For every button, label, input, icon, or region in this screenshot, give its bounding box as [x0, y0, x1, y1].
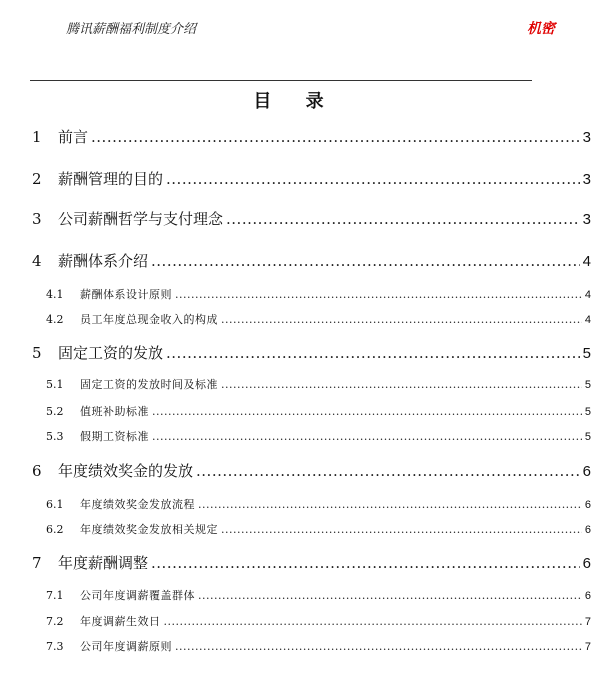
toc-entry-number: 7.1	[46, 589, 64, 602]
toc-entry-page-number: 6	[584, 524, 591, 536]
toc-entry-page-number: 5	[584, 431, 591, 443]
toc-entry-page-number: 6	[584, 590, 591, 602]
toc-entry[interactable]	[0, 250, 591, 271]
toc-leader-dots	[166, 344, 580, 362]
toc-entry-page-number: 6	[582, 463, 591, 480]
toc-entry[interactable]	[0, 638, 591, 654]
toc-leader-dots	[166, 170, 580, 188]
toc-leader-dots	[151, 252, 580, 270]
toc-entry-page-number: 4	[584, 289, 591, 301]
toc-entry-number: 5.1	[46, 378, 64, 391]
toc-entry-label: 年度绩效奖金的发放	[58, 462, 194, 480]
toc-entry-number: 4.2	[46, 313, 64, 326]
toc-entry-page-number: 3	[582, 211, 591, 228]
toc-entry-label: 前言	[58, 128, 89, 146]
toc-leader-dots	[175, 640, 582, 653]
toc-entry-label: 假期工资标准	[80, 430, 149, 443]
toc-leader-dots	[152, 430, 582, 443]
toc-entry-page-number: 3	[582, 171, 591, 188]
toc-entry-number: 4.1	[46, 288, 64, 301]
confidential-mark: 机密	[527, 21, 555, 37]
toc-entry-number: 7.2	[46, 615, 64, 628]
toc-entry-number: 3	[32, 210, 42, 228]
toc-entry-label: 公司薪酬哲学与支付理念	[58, 210, 224, 228]
toc-entry-page-number: 5	[584, 406, 591, 418]
toc-entry-number: 5	[32, 344, 42, 362]
toc-entry-page-number: 6	[584, 499, 591, 511]
toc-leader-dots	[91, 128, 580, 146]
toc-entry[interactable]	[0, 286, 591, 302]
toc-entry[interactable]	[0, 552, 591, 573]
toc-entry-label: 年度调薪生效日	[80, 615, 161, 628]
toc-entry[interactable]	[0, 496, 591, 512]
toc-entry-label: 固定工资的发放时间及标准	[80, 378, 218, 391]
toc-leader-dots	[221, 313, 582, 326]
toc-leader-dots	[221, 523, 582, 536]
toc-entry[interactable]	[0, 208, 591, 229]
toc-entry[interactable]	[0, 613, 591, 629]
toc-entry-number: 1	[32, 128, 42, 146]
toc-entry-label: 薪酬体系介绍	[58, 252, 149, 270]
toc-entry-page-number: 3	[582, 129, 591, 146]
toc-entry-label: 年度薪酬调整	[58, 554, 149, 572]
toc-entry[interactable]	[0, 403, 591, 419]
toc-entry-number: 6.2	[46, 523, 64, 536]
toc-entry-page-number: 4	[584, 314, 591, 326]
toc-entry-page-number: 4	[582, 253, 591, 270]
toc-entry-label: 公司年度调薪覆盖群体	[80, 589, 195, 602]
toc-entry-label: 薪酬管理的目的	[58, 170, 164, 188]
toc-heading: 目 录	[253, 91, 338, 112]
toc-entry-number: 2	[32, 170, 42, 188]
toc-leader-dots	[198, 498, 582, 511]
toc-entry-number: 7.3	[46, 640, 64, 653]
toc-entry-label: 薪酬体系设计原则	[80, 288, 172, 301]
toc-entry-page-number: 5	[582, 345, 591, 362]
toc-entry-label: 年度绩效奖金发放相关规定	[80, 523, 218, 536]
toc-leader-dots	[175, 288, 582, 301]
document-title-header: 腾讯薪酬福利制度介绍	[66, 22, 197, 37]
toc-entry[interactable]	[0, 342, 591, 363]
toc-entry-number: 7	[32, 554, 42, 572]
toc-entry[interactable]	[0, 126, 591, 147]
toc-leader-dots	[226, 210, 580, 228]
toc-entry-label: 公司年度调薪原则	[80, 640, 172, 653]
toc-leader-dots	[151, 554, 580, 572]
toc-entry[interactable]	[0, 587, 591, 603]
toc-entry-number: 5.2	[46, 405, 64, 418]
toc-entry-label: 值班补助标准	[80, 405, 149, 418]
toc-entry[interactable]	[0, 460, 591, 481]
toc-entry-page-number: 7	[584, 616, 591, 628]
toc-entry-page-number: 6	[582, 555, 591, 572]
toc-leader-dots	[221, 378, 582, 391]
toc-entry-page-number: 5	[584, 379, 591, 391]
toc-leader-dots	[152, 405, 582, 418]
toc-entry[interactable]	[0, 311, 591, 327]
toc-entry-number: 5.3	[46, 430, 64, 443]
toc-entry-number: 6.1	[46, 498, 64, 511]
toc-entry[interactable]	[0, 521, 591, 537]
toc-entry-page-number: 7	[584, 641, 591, 653]
toc-entry-label: 年度绩效奖金发放流程	[80, 498, 195, 511]
toc-leader-dots	[198, 589, 582, 602]
toc-entry-number: 4	[32, 252, 42, 270]
toc-entry-label: 员工年度总现金收入的构成	[80, 313, 218, 326]
toc-entry-label: 固定工资的发放	[58, 344, 164, 362]
toc-leader-dots	[164, 615, 582, 628]
toc-entry-number: 6	[32, 462, 42, 480]
toc-entry[interactable]	[0, 376, 591, 392]
toc-entry[interactable]	[0, 168, 591, 189]
toc-entry[interactable]	[0, 428, 591, 444]
toc-leader-dots	[196, 462, 580, 480]
